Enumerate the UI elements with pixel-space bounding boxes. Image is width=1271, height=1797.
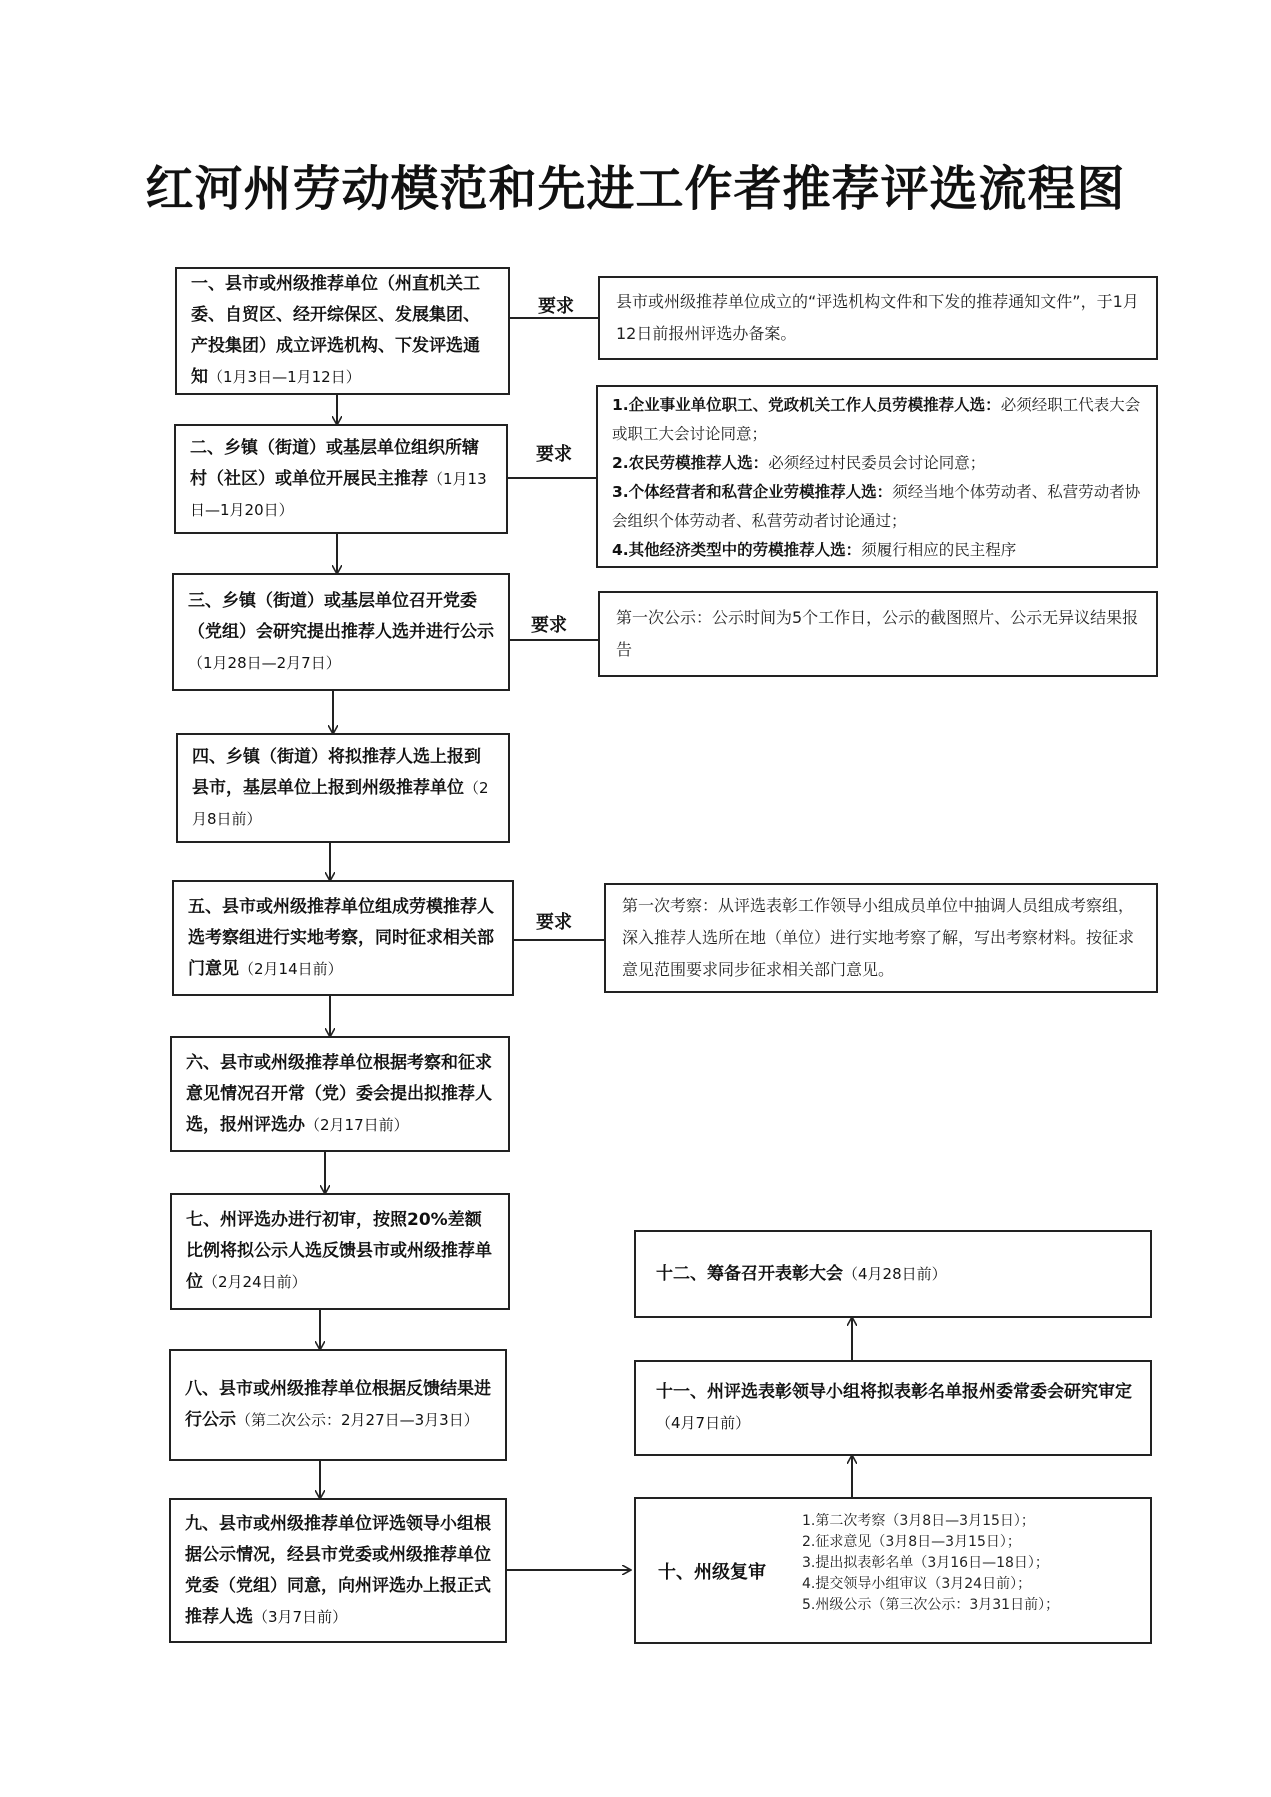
step-10-text: 十、州级复审 xyxy=(658,1562,766,1583)
requirement-2-item-3: 3.个体经营者和私营企业劳模推荐人选：须经当地个体劳动者、私营劳动者协会组织个体劳动者、私营劳动者讨论通过； xyxy=(612,483,1141,530)
review-item-2: 2.征求意见（3月8日—3月15日）； xyxy=(802,1534,1021,1550)
requirement-2-item-2: 2.农民劳模推荐人选：必须经过村民委员会讨论同意； xyxy=(612,454,986,472)
step-5-box xyxy=(172,880,514,996)
requirement-2-item-1: 1.企业事业单位职工、党政机关工作人员劳模推荐人选：必须经职工代表大会或职工大会讨论同意； xyxy=(612,396,1141,443)
step-11-text: 十一、州评选表彰领导小组将拟表彰名单报州委常委会研究审定 xyxy=(656,1382,1132,1402)
step-2-date: （1月13日—1月20日） xyxy=(190,469,487,519)
requirement-5-text: 第一次考察：从评选表彰工作领导小组成员单位中抽调人员组成考察组，深入推荐人选所在地（单位）进行实地考察了解，写出考察材料。按征求意见范围要求同步征求相关部门意见。 xyxy=(622,896,1135,979)
step-2-box xyxy=(174,424,508,534)
review-item-3: 3.提出拟表彰名单（3月16日—18日）； xyxy=(802,1555,1049,1571)
step-6-text: 六、县市或州级推荐单位根据考察和征求意见情况召开常（党）委会提出拟推荐人选，报州评选办 xyxy=(186,1052,492,1135)
step-11-date: （4月7日前） xyxy=(656,1414,751,1432)
requirement-1-text: 县市或州级推荐单位成立的“评选机构文件和下发的推荐通知文件”，于1月12日前报州评选办备案。 xyxy=(616,292,1139,343)
step-3-box xyxy=(172,573,510,691)
requirement-3-box xyxy=(598,591,1158,677)
step-6-date: （2月17日前） xyxy=(305,1115,409,1134)
requirement-label-2: 要求 xyxy=(536,444,572,465)
requirement-3-text: 第一次公示：公示时间为5个工作日，公示的截图照片、公示无异议结果报告 xyxy=(616,608,1139,659)
step-7-date: （2月24日前） xyxy=(203,1273,307,1291)
requirement-5-box xyxy=(604,883,1158,993)
step-1-box xyxy=(175,267,510,395)
step-7-box xyxy=(170,1193,510,1310)
step-5-text: 五、县市或州级推荐单位组成劳模推荐人选考察组进行实地考察，同时征求相关部门意见 xyxy=(188,896,494,979)
step-9-date: （3月7日前） xyxy=(253,1607,348,1626)
requirement-2-box xyxy=(596,385,1158,568)
step-4-text: 四、乡镇（街道）将拟推荐人选上报到县市，基层单位上报到州级推荐单位 xyxy=(192,746,481,798)
requirement-label-1: 要求 xyxy=(538,296,574,317)
step-7-text: 七、州评选办进行初审，按照20%差额比例将拟公示人选反馈县市或州级推荐单位 xyxy=(186,1210,492,1292)
review-item-5: 5.州级公示（第三次公示：3月31日前）； xyxy=(802,1597,1060,1613)
step-8-box xyxy=(169,1349,507,1461)
step-12-date: （4月28日前） xyxy=(843,1264,947,1283)
review-item-1: 1.第二次考察（3月8日—3月15日）； xyxy=(802,1513,1035,1529)
page-title: 红河州劳动模范和先进工作者推荐评选流程图 xyxy=(145,161,1126,217)
step-9-text: 九、县市或州级推荐单位评选领导小组根据公示情况，经县市党委或州级推荐单位党委（党组）同意，向州评选办上报正式推荐人选 xyxy=(185,1513,491,1627)
step-8-date: （第二次公示：2月27日—3月3日） xyxy=(236,1411,479,1429)
requirement-label-3: 要求 xyxy=(531,615,567,636)
review-list xyxy=(802,1511,1059,1616)
step-1-date: （1月3日—1月12日） xyxy=(208,368,361,386)
requirement-label-5: 要求 xyxy=(536,912,572,933)
requirement-2-item-4: 4.其他经济类型中的劳模推荐人选：须履行相应的民主程序 xyxy=(612,541,1017,559)
step-2-text: 二、乡镇（街道）或基层单位组织所辖村（社区）或单位开展民主推荐 xyxy=(190,437,479,489)
step-11-box xyxy=(634,1360,1152,1456)
step-8-text: 八、县市或州级推荐单位根据反馈结果进行公示 xyxy=(185,1379,491,1430)
step-3-text: 三、乡镇（街道）或基层单位召开党委（党组）会研究提出推荐人选并进行公示 xyxy=(188,590,494,642)
step-4-date: （2月8日前） xyxy=(192,778,489,828)
step-12-text: 十二、筹备召开表彰大会 xyxy=(656,1263,843,1284)
step-12-box xyxy=(634,1230,1152,1318)
step-3-date: （1月28日—2月7日） xyxy=(188,653,341,672)
step-5-date: （2月14日前） xyxy=(239,959,343,978)
requirement-1-box xyxy=(598,276,1158,360)
step-1-text: 一、县市或州级推荐单位（州直机关工委、自贸区、经开综保区、发展集团、产投集团）成立评选机构、下发评选通知 xyxy=(191,274,480,387)
review-item-4: 4.提交领导小组审议（3月24日前）； xyxy=(802,1576,1032,1592)
step-9-box xyxy=(169,1498,507,1643)
step-4-box xyxy=(176,733,510,843)
step-6-box xyxy=(170,1036,510,1152)
